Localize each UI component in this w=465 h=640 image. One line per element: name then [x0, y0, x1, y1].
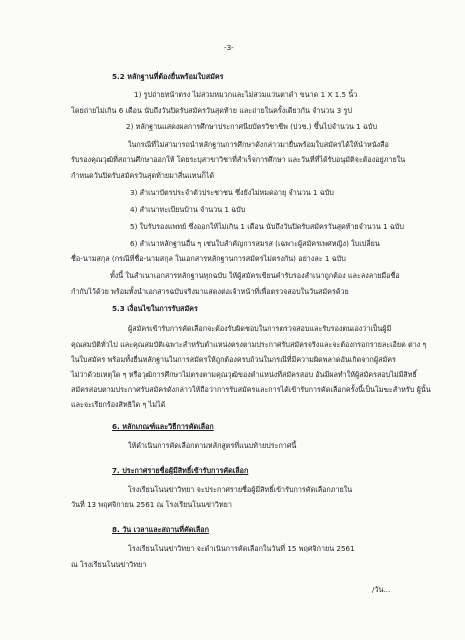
doc-line: ในกรณีที่ไม่สามารถนำหลักฐานการศึกษาดังกล่าวมายื่นพร้อมใบสมัครได้ให้นำหนังสือ [128, 140, 389, 149]
doc-line: วันที่ 13 พฤศจิกายน 2561 ณ โรงเรียนโนนข่าวิทยา [71, 500, 232, 509]
doc-line: โรงเรียนโนนข่าวิทยา จะประกาศรายชื่อผู้มีสิทธิ์เข้ารับการคัดเลือกภายใน [128, 485, 353, 494]
doc-line: กำกับไว้ด้วย พร้อมทั้งนำเอกสารฉบับจริงมาแสดงต่อเจ้าหน้าที่เพื่อตรวจสอบในวันสมัครด้วย [71, 287, 349, 296]
doc-line: ณ โรงเรียนโนนข่าวิทยา [71, 560, 147, 569]
doc-line: ทั้งนี้ ในสำเนาเอกสารหลักฐานทุกฉบับ ให้ผู้สมัครเขียนคำรับรองสำเนาถูกต้อง และลงลายมือชื่อ [110, 271, 400, 280]
doc-line: ชื่อ-นามสกุล (กรณีที่ชื่อ-นามสกุล ในเอกสารหลักฐานการสมัครไม่ตรงกัน) อย่างละ 1 ฉบับ [71, 254, 346, 263]
continuation-marker: /วัน... [372, 585, 391, 594]
section-7-heading: 7. ประกาศรายชื่อผู้มีสิทธิ์เข้ารับการคัดเลือก [112, 466, 249, 475]
section-8-heading: 8. วัน เวลาและสถานที่คัดเลือก [112, 525, 209, 534]
section-5-3-heading: 5.3 เงื่อนไขในการรับสมัคร [112, 304, 198, 313]
doc-line: และจะเรียกร้องสิทธิใด ๆ ไม่ได้ [71, 400, 166, 409]
doc-line: 5) ใบรับรองแพทย์ ซึ่งออกให้ไม่เกิน 1 เดือน นับถึงวันปิดรับสมัครวันสุดท้ายจำนวน 1 ฉบับ [130, 222, 404, 231]
doc-line: ให้ดำเนินการคัดเลือกตามหลักสูตรที่แนบท้ายประกาศนี้ [128, 441, 297, 450]
doc-line: 6) สำเนาหลักฐานอื่น ๆ เช่นใบสำคัญการสมรส (เฉพาะผู้สมัครเพศหญิง) ใบเปลี่ยน [130, 239, 380, 248]
doc-line: ผู้สมัครเข้ารับการคัดเลือกจะต้องรับผิดชอบในการตรวจสอบและรับรองตนเองว่าเป็นผู้มี [128, 324, 392, 333]
doc-line: ในใบสมัคร พร้อมทั้งยื่นหลักฐานในการสมัครให้ถูกต้องครบถ้วนในกรณีที่มีความผิดพลาดอันเกิดจากผู้สมัคร [71, 355, 396, 364]
doc-line: คุณสมบัติทั่วไป และคุณสมบัติเฉพาะสำหรับตำแหน่งตรงตามประกาศรับสมัครจริงและจะต้องกรอกรายละเอียด ต่าง ๆ [71, 340, 427, 349]
doc-line: โรงเรียนโนนข่าวิทยา จะดำเนินการคัดเลือกในวันที่ 15 พฤศจิกายน 2561 [128, 544, 355, 553]
doc-line: รับรองคุณวุฒิที่สถานศึกษาออกให้ โดยระบุสาขาวิชาที่สำเร็จการศึกษา และวันที่ที่ได้รับอนุมัติจะต้องอยู่ภายใน [71, 155, 406, 164]
section-6-heading: 6. หลักเกณฑ์และวิธีการคัดเลือก [112, 422, 214, 431]
doc-line: โดยถ่ายไม่เกิน 6 เดือน นับถึงวันปิดรับสมัครวันสุดท้าย และถ่ายในครั้งเดียวกัน จำนวน 3 รูป [71, 106, 352, 115]
doc-line: 1) รูปถ่ายหน้าตรง ไม่สวมหมวกและไม่สวมแว่นตาดำ ขนาด 1 X 1.5 นิ้ว [134, 90, 358, 99]
page-number: -3- [224, 43, 234, 52]
doc-line: กำหนดวันปิดรับสมัครวันสุดท้ายมาสี่นแทนก็ได้ [71, 171, 215, 180]
doc-line: 3) สำเนาบัตรประจำตัวประชาชน ซึ่งยังไม่หมดอายุ จำนวน 1 ฉบับ [130, 188, 334, 197]
doc-line: 2) หลักฐานแสดงผลการศึกษาประกาศนียบัตรวิชาชีพ (ปวช.) ขึ้นไปจำนวน 1 ฉบับ [126, 122, 378, 131]
doc-line: สมัครสอบตามประกาศรับสมัครดังกล่าวให้ถือว่าการรับสมัครและการได้เข้ารับการคัดเลือกครั้งนี้เป็นโมฆะสำหรับ ผู้นั้น [71, 385, 431, 394]
doc-line: ไม่ว่าด้วยเหตุใด ๆ หรือวุฒิการศึกษาไม่ตรงตามคุณวุฒิของตำแหน่งที่สมัครสอบ อันมีผลทำให้ผู้สมัครสอบไม่มีสิทธิ์ [71, 370, 417, 379]
doc-line: 4) สำเนาทะเบียนบ้าน จำนวน 1 ฉบับ [130, 205, 246, 214]
section-5-2-heading: 5.2 หลักฐานที่ต้องยื่นพร้อมใบสมัคร [112, 72, 224, 81]
